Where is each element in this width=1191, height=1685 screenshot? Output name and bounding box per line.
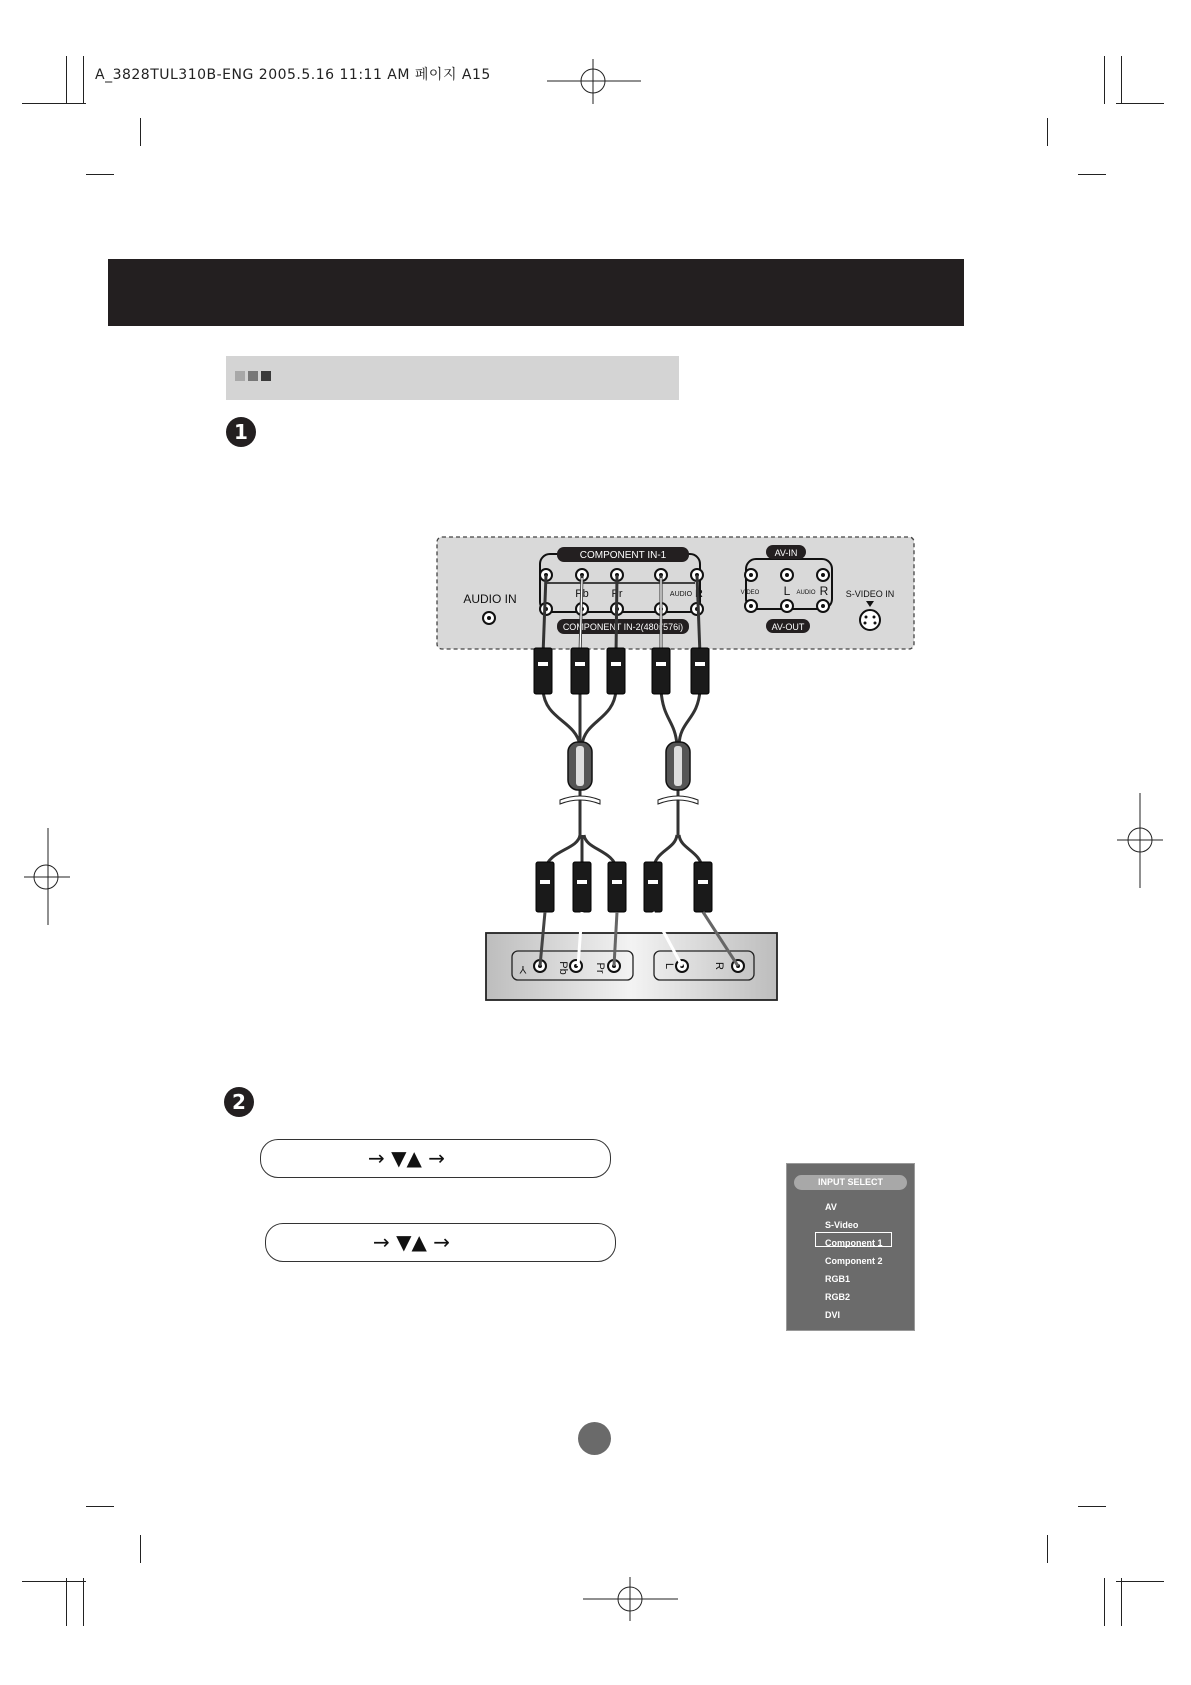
step-badge-2: 2 [224, 1087, 254, 1117]
device-l-label: L [663, 962, 675, 970]
av-l-label: L [783, 584, 791, 598]
upper-plugs [534, 648, 709, 694]
component-in-1-label: COMPONENT IN-1 [579, 550, 667, 561]
av-in-label: AV-IN [774, 548, 798, 558]
input-select-osd [786, 1163, 915, 1331]
osd-item-av[interactable]: AV [825, 1202, 837, 1212]
print-header: A_3828TUL310B-ENG 2005.5.16 11:11 AM 페이지 A15 [95, 67, 491, 83]
osd-item-component-1[interactable]: Component 1 [825, 1238, 883, 1248]
av-out-label: AV-OUT [771, 622, 805, 632]
lower-plugs [536, 862, 712, 912]
component-in-2-label: COMPONENT IN-2(480i/576i) [562, 622, 684, 632]
osd-item-rgb2[interactable]: RGB2 [825, 1292, 851, 1302]
component-audio-label: AUDIO [669, 591, 693, 598]
av-audio-label: AUDIO [796, 590, 816, 596]
av-video-label: VIDEO [740, 590, 760, 596]
osd-item-rgb1[interactable]: RGB1 [825, 1274, 851, 1284]
s-video-jack [860, 610, 880, 630]
device-pb-label: Pb [557, 961, 569, 975]
device-r-label: R [713, 962, 725, 970]
menu-path-2-arrows: → ▼▲ → [373, 1230, 450, 1254]
device-pr-label: Pr [594, 962, 606, 974]
osd-item-s-video[interactable]: S-Video [825, 1220, 859, 1230]
osd-item-dvi[interactable]: DVI [825, 1310, 841, 1320]
device-y-label: Y [519, 963, 527, 975]
step-badge-1: 1 [226, 417, 256, 447]
osd-title: INPUT SELECT [794, 1175, 907, 1190]
menu-path-1 [260, 1139, 611, 1178]
component-pr-label: Pr [611, 588, 623, 600]
component-r-label: R [695, 588, 703, 600]
s-video-in-label: S-VIDEO IN [845, 589, 895, 599]
component-pb-label: Pb [575, 588, 589, 600]
menu-path-1-arrows: → ▼▲ → [368, 1146, 445, 1170]
osd-item-component-2[interactable]: Component 2 [825, 1256, 883, 1266]
page-number-dot [578, 1422, 611, 1455]
audio-in-label: AUDIO IN [463, 592, 517, 606]
av-r-label: R [819, 584, 829, 598]
menu-path-2 [265, 1223, 616, 1262]
